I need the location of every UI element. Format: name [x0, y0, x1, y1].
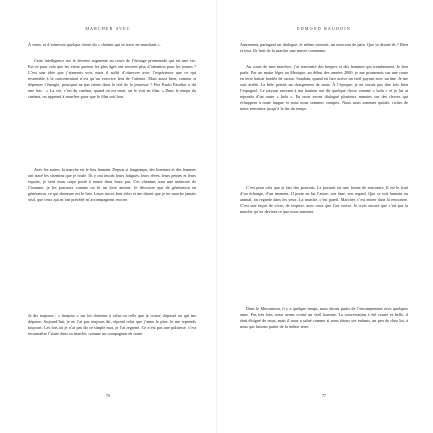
running-head-right: EDMOND BAUDOIN: [297, 26, 351, 31]
paragraph: Avec les autres, la marche est le lieu humain. Depuis si longtemps, des hommes et des femmes ont tracé les chemins que je foule. Ils y ont inscrit leurs fatigues, leurs rêves, leurs peines et leurs espoirs, je sens mon corps porté à entrer dans leurs pas. Ces chemins sont une mémoire de l’homme, je les parcours comme on lit un livre ancien. Je découvre que de génération en génération, ce qui demeure est le lien. Leurs traces font écho et me disent que je ne marche jamais seul, que ceux qui m’ont précédé m’accompagnent encore.: [28, 167, 196, 203]
running-head-left: MARCHER AVEC: [85, 26, 131, 31]
right-page: [216, 0, 432, 433]
left-page: [0, 0, 216, 433]
page-number-left: 76: [105, 393, 111, 398]
page-number-right: 77: [321, 393, 327, 398]
paragraph: À venir, et d’entrevoir quelque chose du « chemin qui se trace en marchant ».: [28, 42, 161, 47]
paragraph: Je dis toujours : « bonjour » sur les chemins à celui ou celle que je croise, dépassé ou qui me dépasse. Aujourd’hui, je ne l’ai pas toujours dit, répond celui que j’aime le plus. Je me reprends toujours. Les fois où je n’ai pas dit ce simple mot, je l’ai regretté. Ce n’est pas une politesse, c’est reconnaître l’autre dans sa marche, comme un compagnon de route.: [28, 313, 196, 337]
paragraph: Cette intelligence sur le devenir augmente au cours de l’étrange promenade qui est une vie. Est-ce pour cela que les vieux parents les plus âgés ont souvent plus d’attention pour les jeunes ? C’est une idée que j’aimerais voir, mais il suffit d’observer avec l’expérience que ce qui ressemble à la concentration n’est qu’un exercice lent de l’attente. Mais aussi bien, comme si dépenser l’énergie, pourquoi ne pas tenter dans la cité de la jeunesse ? Pier Paolo Pasolini a dit une fois : « La vie, c’est du cinéma, quand on est mort, on le voit en film. » Dans le temps du cinéma, on apprend à marcher pour que le film soit bon.: [28, 58, 196, 100]
right-text-block: [240, 42, 408, 258]
paragraph: Autrement, partagent un dialogue, et même souvent, un morceau de pain. Que se disent-ils ? Rien et tout. Ils font de la marche une œuvre commune.: [240, 42, 408, 54]
right-text-block-lower: [240, 306, 408, 342]
paragraph: Dans le Mercantour, il y a quelque temps, nous étions partis de l’encampement avec quelques amis. Pas très loin, nous avons croisé un vieil homme. La conversation a été courte et belle, il était éloigné de nous, mais il nous a salué comme si nous étions ses enfants, un peu de chez lui, à nous qui faisons partie de la même terre.: [240, 306, 408, 330]
left-text-block-lower: [28, 313, 196, 349]
left-text-block: [28, 42, 196, 276]
paragraph: Au cours de mes marches, j’ai rencontré des bergers et des hommes qui transhument. Je leur parle. Par un matin léger au Mexique, au début des années 2000, je me promenais sur une route en terre battue bordée de cactus. Soudain, quand en face arrive un vieil paysan avec un âne. Je me suis arrêté. La bête portait un chargement de maïs. À l’époque, je ne savais pas dire très bien l’espagnol. Le paysan arrivant à ma hauteur me dit quelque chose comme « hola » et je lui ai répondu d’un autre « hola ». En nous avons dialogué plusieurs minutes sur des choses qui échappent à toute langue et nous nous sommes compris. Nous nous sommes quittés, riches de notre rencontre jusqu’à la fin du temps.: [240, 64, 408, 112]
paragraph: C’est pour cela que je fais des portraits. Le portrait est une forme de rencontre. Il est le fruit d’un échange, d’un moment. Il porte en lui l’autre, son âme, son regard. Que ce soit humain ou animal, on regarde dans les yeux. La marche, c’est pareil. Marcher, c’est entrer dans la rencontre. C’est une façon de vivre, de respirer, avec ceux que l’on croise. Je crois encore que c’est par la marche qu’on devient ce que nous sommes.: [240, 185, 408, 215]
